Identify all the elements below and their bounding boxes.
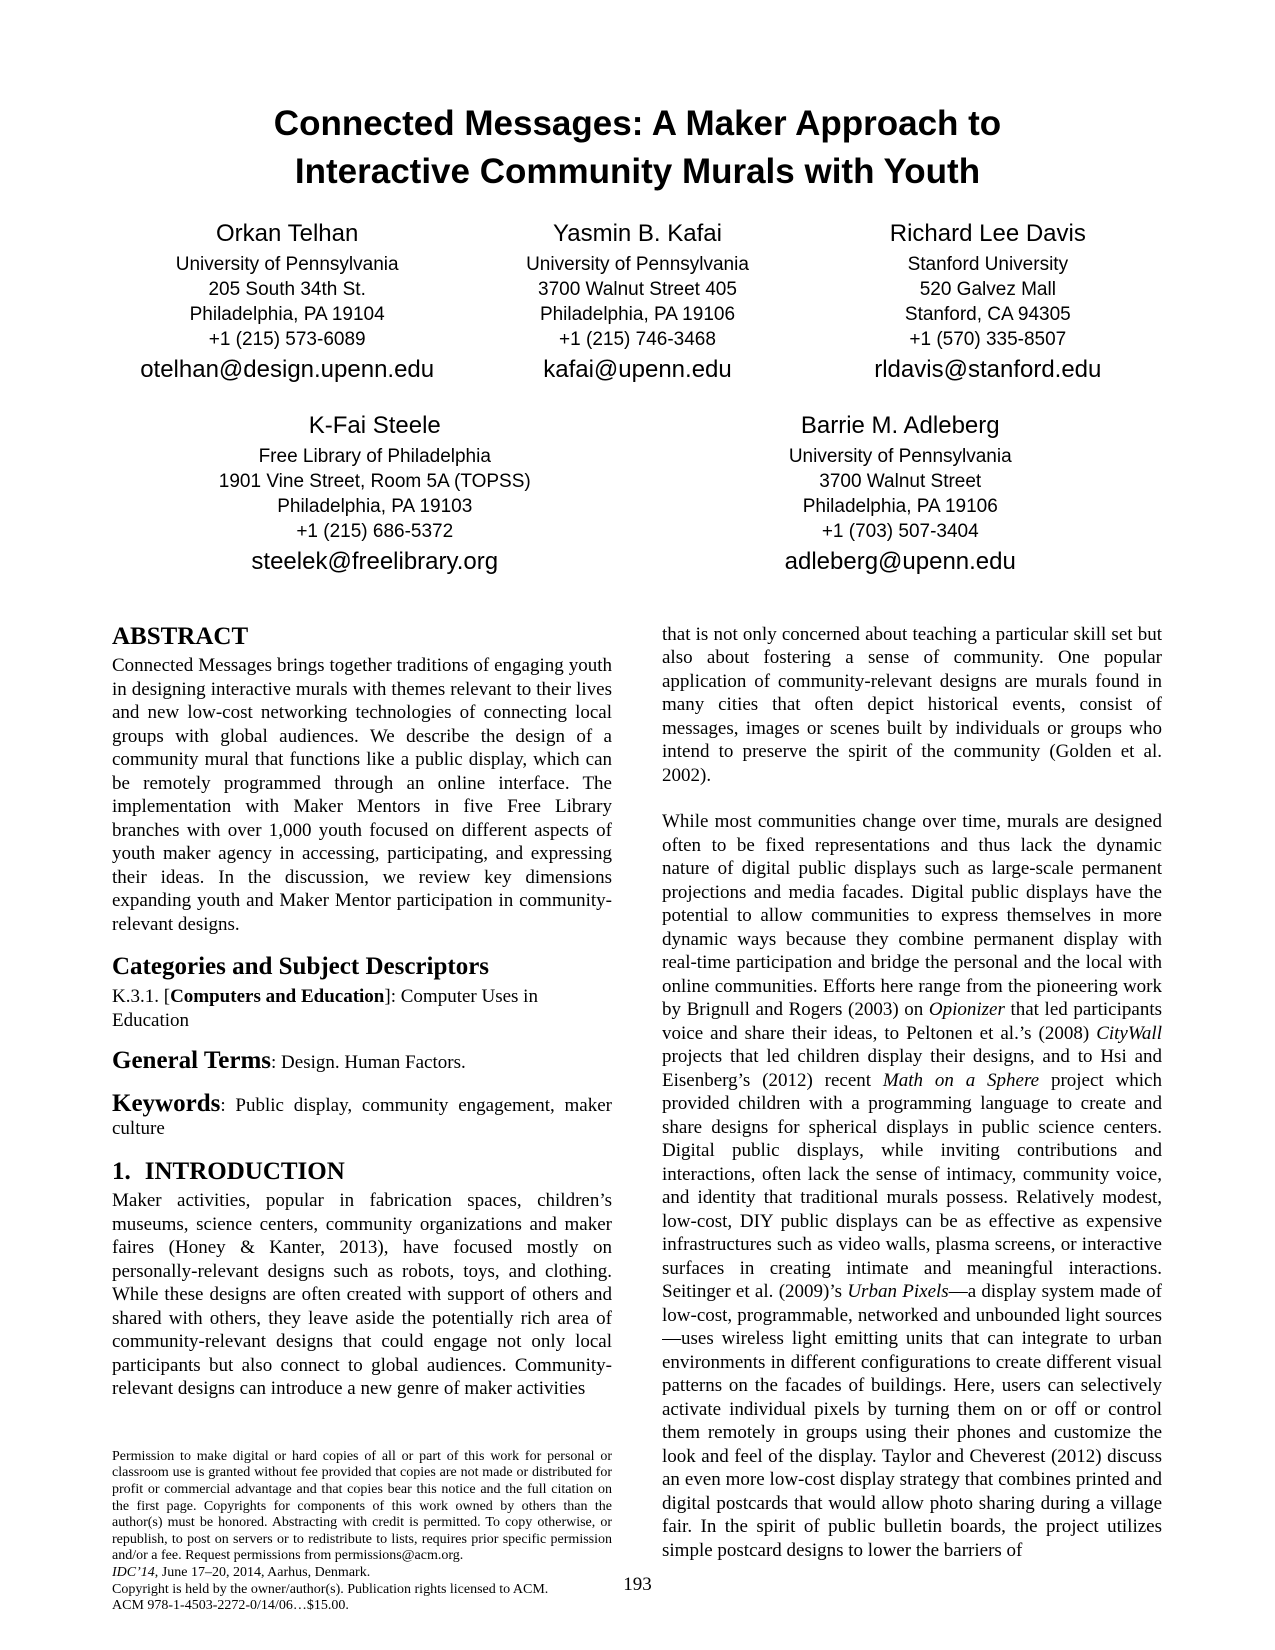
author-address: 205 South 34th St.: [208, 278, 366, 300]
section-title: INTRODUCTION: [144, 1157, 345, 1185]
author-phone: +1 (215) 686-5372: [296, 521, 454, 543]
author-email: steelek@freelibrary.org: [251, 547, 499, 575]
author-address: 1901 Vine Street, Room 5A (TOPSS): [218, 470, 531, 492]
author-city: Stanford, CA 94305: [904, 304, 1071, 326]
paper-title-line-1: Connected Messages: A Maker Approach to: [273, 104, 1002, 143]
keywords-text: : Public display, community engagement, maker culture: [112, 1094, 612, 1140]
body-paragraph: While most communities change over time, murals are designed often to be fixed representations and thus lack the dynamic nature of digital public displays such as large-scale permanent projections and media facades. Digital public displays have the potential to allow communities to express themselves in more dynamic ways because they combine permanent display with real-time participation and bridge the personal and the local with online communities. Efforts here range from the pioneering work by Brignull and Rogers (2003) on Opionizer that led participants voice and share their ideas, to Peltonen et al.’s (2008) CityWall projects that led children display their designs, and to Hsi and Eisenberg’s (2012) recent Math on a Sphere project which provided children with a programming language to create and share designs for spherical displays in public science centers. Digital public displays, while inviting contributions and interactions, often lack the sense of intimacy, community voice, and identity that traditional murals possess. Relatively modest, low-cost, DIY public displays can be as effective as expensive infrastructures such as video walls, plasma screens, or interactive surfaces in creating intimate and meaningful interactions. Seitinger et al. (2009)’s Urban Pixels—a display system made of low-cost, programmable, networked and unbounded light sources—uses wireless light emitting units that can integrate to urban environments in different configurations to create different visual patterns on the facades of buildings. Here, users can selectively activate individual pixels by turning them on or off or control them remotely in groups using their phones and customize the look and feel of the display. Taylor and Cheverest (2012) discuss an even more low-cost display strategy that combines printed and digital postcards that would allow photo sharing during a village fair. In the spirit of public bulletin boards, the project utilizes simple postcard designs to lower the barriers of: [662, 811, 1162, 1561]
section-heading-categories: Categories and Subject Descriptors: [112, 953, 490, 981]
author-phone: +1 (215) 746-3468: [559, 329, 716, 351]
general-terms-text: : Design. Human Factors.: [271, 1052, 466, 1074]
author-block-kafai: [462, 219, 812, 385]
author-email: kafai@upenn.edu: [543, 355, 732, 383]
author-email: adleberg@upenn.edu: [784, 547, 1016, 575]
author-affiliation: University of Pennsylvania: [526, 253, 749, 275]
left-column: [112, 623, 612, 1615]
venue-line: IDC’14, June 17–20, 2014, Aarhus, Denmark.: [112, 1564, 371, 1580]
author-city: Philadelphia, PA 19104: [189, 304, 385, 326]
body-paragraph: that is not only concerned about teaching a particular skill set but also about fostering a sense of community. One popular application of community-relevant designs are murals found in many cities that often depict historical events, consist of messages, images or scenes built by individuals or groups who intend to preserve the spirit of the community (Golden et al. 2002).: [662, 623, 1162, 786]
authors-row-2: [112, 411, 1163, 577]
section-heading-abstract: ABSTRACT: [112, 622, 249, 650]
author-email: otelhan@design.upenn.edu: [140, 355, 435, 383]
acm-id-line: ACM 978-1-4503-2272-0/14/06…$15.00.: [112, 1598, 349, 1614]
author-affiliation: University of Pennsylvania: [788, 445, 1012, 467]
categories-text: K.3.1. [Computers and Education]: Computer Uses in Education: [112, 986, 538, 1031]
author-affiliation: University of Pennsylvania: [175, 253, 399, 275]
author-address: 3700 Walnut Street: [819, 470, 982, 492]
author-email: rldavis@stanford.edu: [874, 355, 1102, 383]
author-address: 520 Galvez Mall: [919, 278, 1056, 300]
author-affiliation: Stanford University: [907, 253, 1069, 275]
paper-title-line-2: Interactive Community Murals with Youth: [294, 152, 981, 192]
author-phone: +1 (703) 507-3404: [821, 521, 979, 543]
section-heading-introduction: [112, 1158, 612, 1187]
author-block-adleberg: [638, 411, 1164, 577]
author-block-steele: [112, 411, 638, 577]
author-block-davis: [813, 219, 1163, 385]
general-terms: [112, 1049, 612, 1075]
author-address: 3700 Walnut Street 405: [538, 278, 737, 300]
author-name: Yasmin B. Kafai: [553, 219, 722, 247]
author-name: Orkan Telhan: [216, 219, 359, 247]
permission-notice: Permission to make digital or hard copies of all or part of this work for personal or classroom use is granted without fee provided that copies are not made or distributed for profit or commercial advantage and that copies bear this notice and the full citation on the first page. Copyrights for components of this work owned by others than the author(s) must be honored. Abstracting with credit is permitted. To copy otherwise, or republish, to post on servers or to redistribute to lists, requires prior specific permission and/or a fee. Request permissions from permissions@acm.org.: [112, 1448, 612, 1564]
author-phone: +1 (570) 335-8507: [909, 329, 1067, 351]
author-name: Richard Lee Davis: [889, 219, 1086, 247]
section-heading-keywords: Keywords: [112, 1089, 221, 1117]
author-phone: +1 (215) 573-6089: [208, 329, 366, 351]
author-affiliation: Free Library of Philadelphia: [258, 445, 491, 467]
author-city: Philadelphia, PA 19103: [277, 496, 473, 518]
author-city: Philadelphia, PA 19106: [539, 304, 736, 326]
author-name: Barrie M. Adleberg: [800, 411, 1000, 439]
author-city: Philadelphia, PA 19106: [802, 496, 998, 518]
copyright-line: Copyright is held by the owner/author(s). Publication rights licensed to ACM.: [112, 1581, 549, 1597]
section-number: 1.: [112, 1157, 131, 1185]
keywords: [112, 1089, 612, 1141]
section-heading-general-terms: General Terms: [112, 1047, 272, 1075]
two-column-body: [112, 623, 1163, 1615]
author-name: K-Fai Steele: [308, 411, 441, 439]
introduction-text: Maker activities, popular in fabrication spaces, children’s museums, science centers, community organizations and maker faires (Honey & Kanter, 2013), have focused mostly on personally-relevant designs such as robots, toys, and clothing. While these designs are often created with support of others and shared with others, they leave aside the potentially rich area of community-relevant designs that could engage not only local participants but also connect to global audiences. Community-relevant designs can introduce a new genre of maker activities: [112, 1190, 612, 1400]
right-column: [662, 623, 1162, 1615]
authors-row-1: [112, 219, 1163, 385]
abstract-text: Connected Messages brings together traditions of engaging youth in designing interactive murals with themes relevant to their lives and new low-cost networking technologies of connecting local groups with global audiences. We describe the design of a community mural that functions like a public display, which can be remotely programmed through an online interface. The implementation with Maker Mentors in five Free Library branches with over 1,000 youth focused on different aspects of youth maker agency in accessing, participating, and expressing their ideas. In the discussion, we review key dimensions expanding youth and Maker Mentor participation in community-relevant designs.: [112, 655, 612, 935]
page-number: 193: [623, 1574, 652, 1595]
paper-title: [112, 100, 1163, 197]
author-block-telhan: [112, 219, 462, 385]
